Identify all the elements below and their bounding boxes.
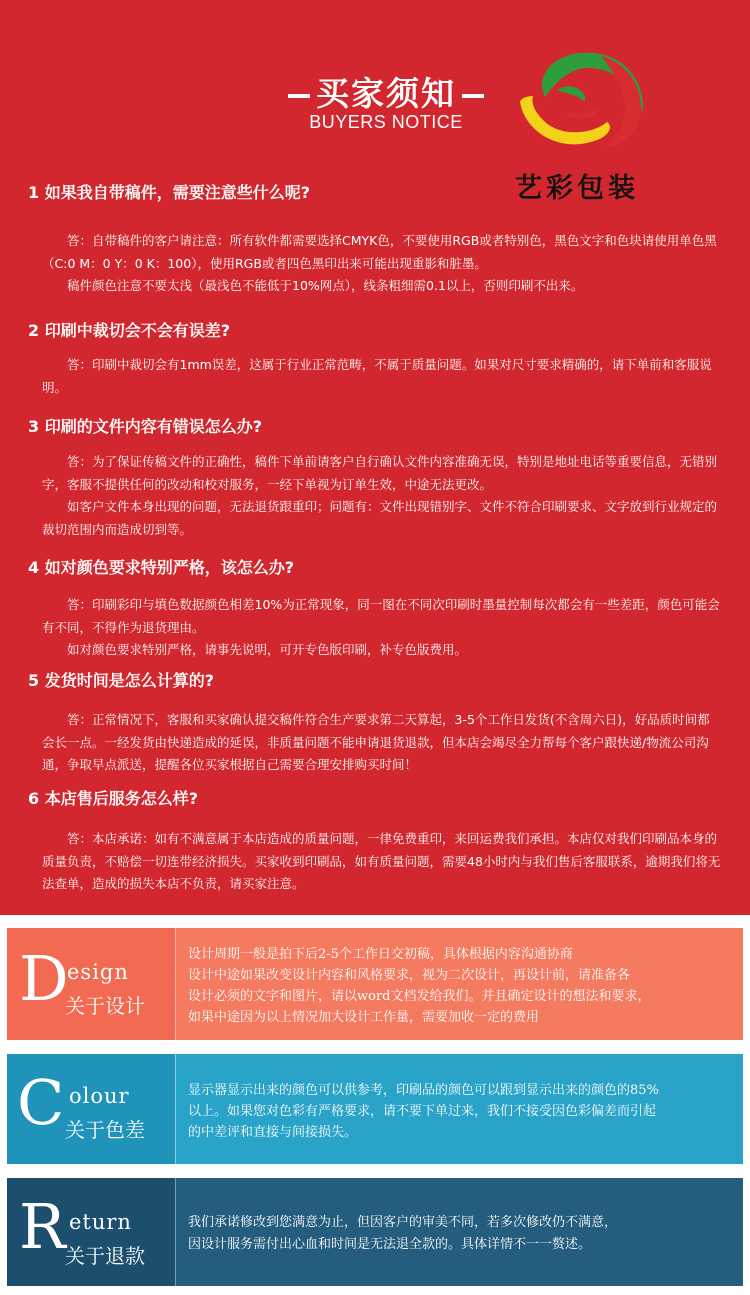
page-title	[276, 68, 496, 115]
faq-answer-4-para-1: 答：印刷彩印与填色数据颜色相差10%为正常现象，同一图在不同次印刷时墨量控制每次都会有一些差距，颜色可能会有不同，不得作为退货理由。	[42, 597, 720, 635]
faq-question-1: 1 如果我自带稿件，需要注意些什么呢?	[28, 183, 310, 202]
faq-question-2: 2 印刷中裁切会不会有误差?	[28, 321, 230, 340]
design-section	[7, 928, 743, 1040]
return-line-2: 因设计服务需付出心血和时间是无法退全款的。具体详情不一一赘述。	[188, 1237, 592, 1252]
design-line-2: 设计中途如果改变设计内容和风格要求，视为二次设计，再设计前，请准备各	[188, 968, 631, 983]
colour-line-2: 以上。如果您对色彩有严格要求，请不要下单过来，我们不接受因色彩偏差而引起	[188, 1104, 657, 1119]
design-section-label	[7, 928, 175, 1040]
return-line-1: 我们承诺修改到您满意为止，但因客户的审美不同，若多次修改仍不满意，	[188, 1215, 618, 1230]
faq-question-3: 3 印刷的文件内容有错误怎么办?	[28, 417, 262, 436]
page-subtitle: BUYERS NOTICE	[309, 112, 463, 132]
faq-question-5: 5 发货时间是怎么计算的?	[28, 671, 214, 690]
colour-section	[7, 1054, 743, 1164]
faq-question-4: 4 如对颜色要求特别严格，该怎么办?	[28, 558, 294, 577]
faq-answer-1-para-1: 答：自带稿件的客户请注意：所有软件都需要选择CMYK色，不要使用RGB或者特别色，黑色文字和色块请使用单色黑（C:0 M：0 Y：0 K：100），使用RGB或者四色黑印出来可能出现重影和脏墨。	[42, 233, 717, 271]
faq-answer-4	[42, 594, 722, 662]
faq-answer-5-para-1: 答：正常情况下，客服和买家确认提交稿件符合生产要求第二天算起，3-5个工作日发货(不含周六日)，好品质时间都会长一点。一经发货由快递造成的延误，非质量问题不能申请退货退款，但本店会竭尽全力帮每个客户跟快递/物流公司沟通，争取早点派送，提醒各位买家根据自己需要合理安排购买时间！	[42, 712, 710, 772]
colour-section-body	[175, 1054, 743, 1164]
design-initial: D	[19, 942, 69, 1015]
title-dash-left	[288, 94, 310, 98]
return-section-label	[7, 1178, 175, 1286]
faq-answer-4-para-2: 如对颜色要求特别严格，请事先说明，可开专色版印刷，补专色版费用。	[67, 642, 468, 657]
faq-answer-5	[42, 709, 722, 777]
return-cn-title: 关于退款	[65, 1244, 145, 1268]
colour-line-1: 显示器显示出来的颜色可以供参考，印刷品的颜色可以跟到显示出来的颜色的85%	[188, 1083, 659, 1098]
title-text: 买家须知	[316, 74, 456, 113]
design-cn-title: 关于设计	[65, 994, 145, 1018]
design-word: esign	[67, 960, 129, 984]
faq-answer-3	[42, 451, 722, 541]
colour-line-3: 的中差评和直接与间接损失。	[188, 1125, 358, 1140]
return-section	[7, 1178, 743, 1286]
faq-answer-2	[42, 354, 722, 399]
faq-answer-6-para-1: 答：本店承诺：如有不满意属于本店造成的质量问题，一律免费重印，来回运费我们承担。本店仅对我们印刷品本身的质量负责，不赔偿一切连带经济损失。买家收到印刷品，如有质量问题，需要48小时内与我们售后客服联系，逾期我们将无法查单，造成的损失本店不负责，请买家注意。	[42, 831, 721, 891]
title-dash-right	[462, 94, 484, 98]
colour-cn-title: 关于色差	[65, 1118, 145, 1142]
design-line-4: 如果中途因为以上情况加大设计工作量，需要加收一定的费用	[188, 1010, 540, 1025]
design-line-3: 设计必须的文字和图片，请以word文档发给我们。并且确定设计的想法和要求，	[188, 989, 651, 1004]
design-section-body	[175, 928, 743, 1040]
faq-answer-3-para-1: 答：为了保证传稿文件的正确性，稿件下单前请客户自行确认文件内容准确无误，特别是地址电话等重要信息，无错别字，客服不提供任何的改动和校对服务，一经下单视为订单生效，中途无法更改。	[42, 454, 718, 492]
return-initial: R	[19, 1190, 66, 1263]
brand-logo	[505, 42, 655, 162]
colour-initial: C	[17, 1066, 65, 1139]
faq-answer-1	[42, 230, 722, 298]
brand-name: 艺彩包装	[515, 173, 639, 204]
faq-answer-2-para-1: 答：印刷中裁切会有1mm误差，这属于行业正常范畴，不属于质量问题。如果对尺寸要求精确的，请下单前和客服说明。	[42, 357, 712, 395]
return-section-body	[175, 1178, 743, 1286]
design-line-1: 设计周期一般是拍下后2-5个工作日交初稿，具体根据内容沟通协商	[188, 947, 573, 962]
faq-answer-6	[42, 828, 722, 896]
colour-section-label	[7, 1054, 175, 1164]
faq-answer-1-para-2: 稿件颜色注意不要太浅（最浅色不能低于10%网点），线条粗细需0.1以上，否则印刷不出来。	[67, 278, 584, 293]
faq-answer-3-para-2: 如客户文件本身出现的问题，无法退货跟重印；问题有：文件出现错别字、文件不符合印刷要求、文字放到行业规定的裁切范围内而造成切到等。	[42, 499, 718, 537]
return-word: eturn	[69, 1210, 132, 1234]
faq-question-6: 6 本店售后服务怎么样?	[28, 789, 198, 808]
colour-word: olour	[69, 1084, 130, 1108]
